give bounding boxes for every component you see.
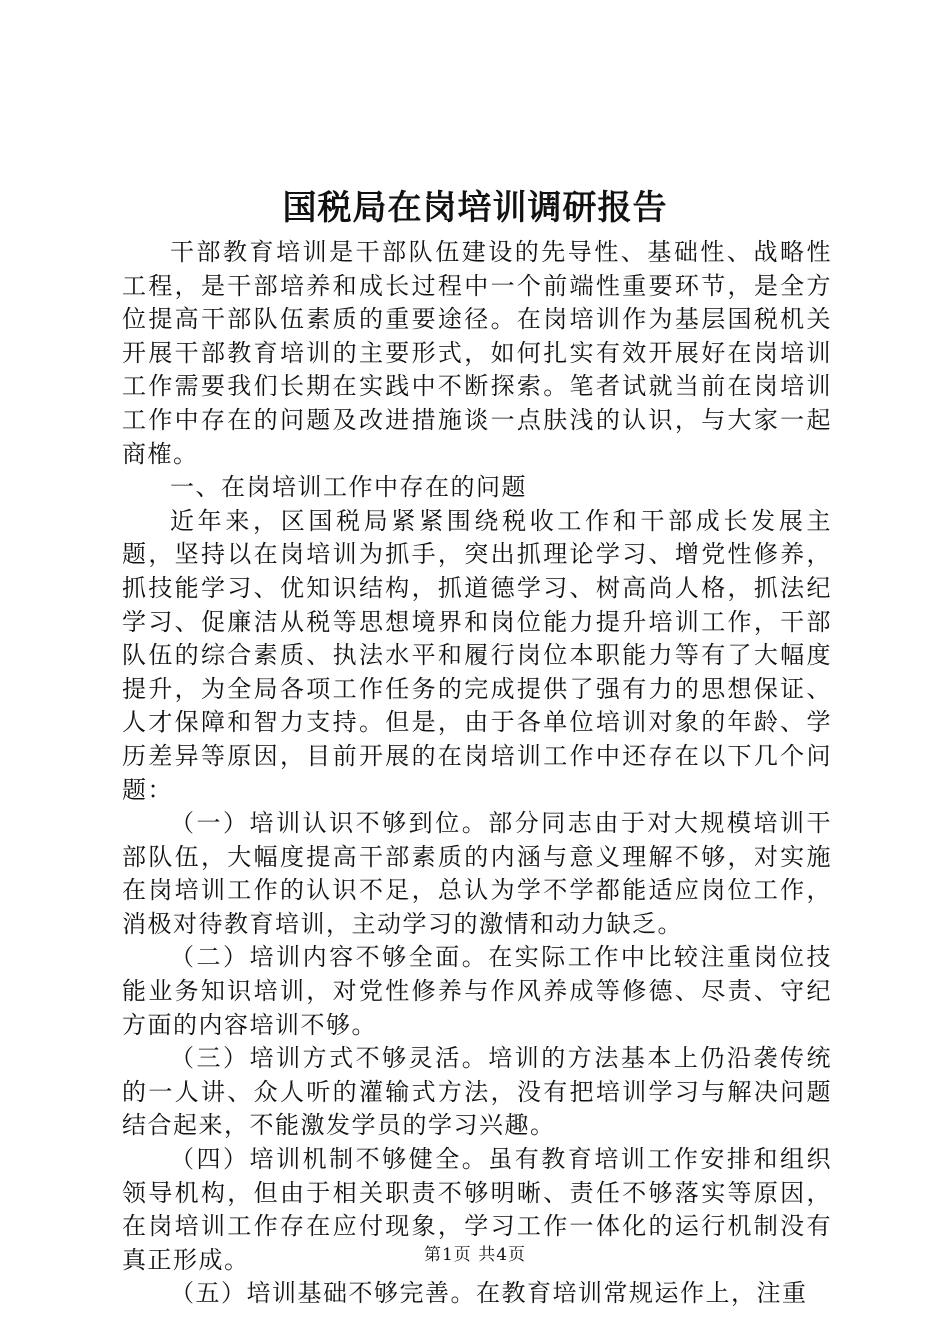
problem-4-paragraph: （四）培训机制不够健全。虽有教育培训工作安排和组织领导机构，但由于相关职责不够明晰、责任不够落实等原因，在岗培训工作存在应付现象，学习工作一体化的运行机制没有真正形成。 [122,1145,832,1274]
problem-3-paragraph: （三）培训方式不够灵活。培训的方法基本上仍沿袭传统的一人讲、众人听的灌输式方法，没有把培训学习与解决问题结合起来，不能激发学员的学习兴趣。 [122,1044,832,1140]
problem-2-paragraph: （二）培训内容不够全面。在实际工作中比较注重岗位技能业务知识培训，对党性修养与作风养成等修德、尽责、守纪方面的内容培训不够。 [122,943,832,1039]
section-heading-problems: 一、在岗培训工作中存在的问题 [170,473,527,502]
problem-1-paragraph: （一）培训认识不够到位。部分同志由于对大规模培训干部队伍，大幅度提高干部素质的内涵与意义理解不够，对实施在岗培训工作的认识不足，总认为学不学都能适应岗位工作，消极对待教育培训，主动学习的激情和动力缺乏。 [122,809,832,938]
document-title: 国税局在岗培训调研报告 [282,188,668,228]
problem-5-paragraph: （五）培训基础不够完善。在教育培训常规运作上，注重 [170,1279,808,1308]
background-paragraph: 近年来，区国税局紧紧围绕税收工作和干部成长发展主题，坚持以在岗培训为抓手，突出抓理论学习、增党性修养，抓技能学习、优知识结构，抓道德学习、树高尚人格，抓法纪学习、促廉洁从税等思想境界和岗位能力提升培训工作，干部队伍的综合素质、执法水平和履行岗位本职能力等有了大幅度提升，为全局各项工作任务的完成提供了强有力的思想保证、人才保障和智力支持。但是，由于各单位培训对象的年龄、学历差异等原因，目前开展的在岗培训工作中还存在以下几个问题： [122,506,832,804]
intro-paragraph: 干部教育培训是干部队伍建设的先导性、基础性、战略性工程，是干部培养和成长过程中一个前端性重要环节，是全方位提高干部队伍素质的重要途径。在岗培训作为基层国税机关开展干部教育培训的主要形式，如何扎实有效开展好在岗培训工作需要我们长期在实践中不断探索。笔者试就当前在岗培训工作中存在的问题及改进措施谈一点肤浅的认识，与大家一起商榷。 [122,238,832,468]
page-footer: 第1页 共4页 [423,1245,527,1265]
document-body [122,236,832,1311]
